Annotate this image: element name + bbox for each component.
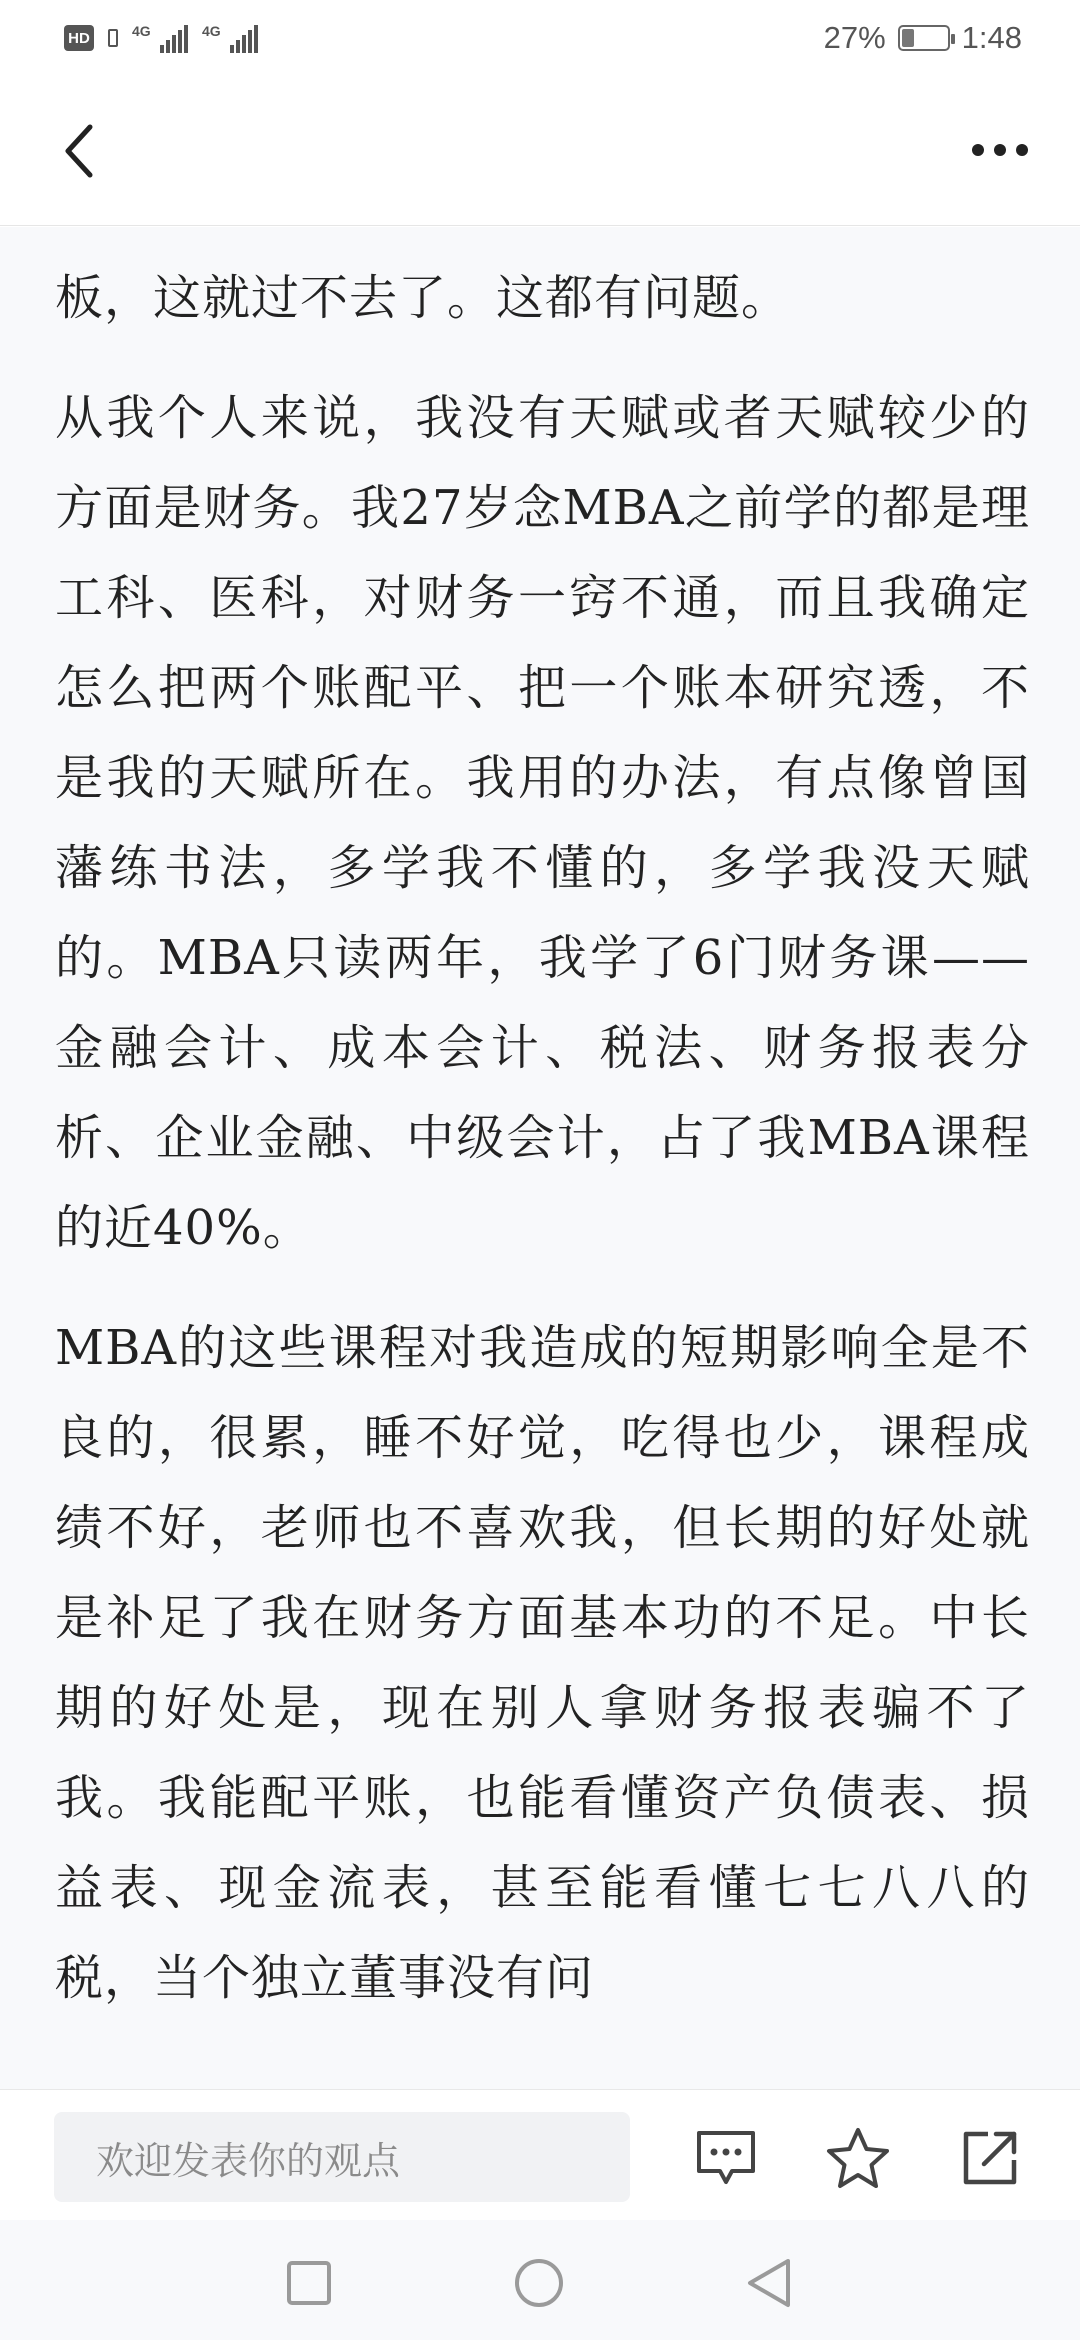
- status-right: [824, 18, 1022, 58]
- status-bar: [0, 0, 1080, 72]
- battery-icon: [898, 25, 950, 51]
- comment-bar: [0, 2089, 1080, 2220]
- home-button[interactable]: [504, 2248, 574, 2318]
- share-icon: [960, 2128, 1020, 2188]
- more-dot: [1016, 144, 1028, 156]
- favorite-button[interactable]: [818, 2118, 898, 2198]
- back-button[interactable]: [50, 116, 110, 186]
- article-paragraph-1: 板，这就过不去了。这都有问题。: [55, 270, 791, 326]
- recent-apps-icon: [285, 2259, 333, 2307]
- system-back-button[interactable]: [734, 2248, 804, 2318]
- sim-icon: [108, 29, 118, 47]
- home-icon: [512, 2256, 566, 2310]
- battery-fill: [902, 29, 914, 47]
- more-button[interactable]: [960, 122, 1040, 178]
- clock: 1:48: [961, 20, 1022, 55]
- article-paragraph-2: 从我个人来说，我没有天赋或者天赋较少的方面是财务。我27岁念MBA之前学的都是理工科、医科，对财务一窍不通，而且我确定怎么把两个账配平、把一个账本研究透，不是我的天赋所在。我用的办法，有点像曾国藩练书法，多学我不懂的，多学我没天赋的。MBA只读两年，我学了6门财务课——金融会计、成本会计、税法、财务报表分析、企业金融、中级会计，占了我MBA课程的近40%。: [55, 390, 1030, 1256]
- share-button[interactable]: [950, 2118, 1030, 2198]
- signal-icon-1: [132, 23, 188, 53]
- star-icon: [825, 2126, 891, 2190]
- network-type-2: 4G: [202, 23, 221, 39]
- more-horizontal-icon: [972, 144, 984, 156]
- power-saving-leaf-icon: ❦: [913, 30, 928, 47]
- battery-percent: 27%: [823, 20, 886, 55]
- network-type-1: 4G: [132, 23, 151, 39]
- status-left: [64, 18, 258, 58]
- more-dot: [994, 144, 1006, 156]
- chevron-left-icon: [60, 121, 100, 181]
- hd-badge: HD: [64, 25, 94, 51]
- comment-button[interactable]: [686, 2118, 766, 2198]
- signal-icon-2: [202, 23, 258, 53]
- comment-input[interactable]: 欢迎发表你的观点: [54, 2112, 630, 2202]
- article-paragraph-3: MBA的这些课程对我造成的短期影响全是不良的，很累，睡不好觉，吃得也少，课程成绩不好，老师也不喜欢我，但长期的好处就是补足了我在财务方面基本功的不足。中长期的好处是，现在别人拿财务报表骗不了我。我能配平账，也能看懂资产负债表、损益表、现金流表，甚至能看懂七七八八的税，当个独立董事没有问: [55, 1320, 1030, 2006]
- comment-icon: [694, 2128, 758, 2188]
- article-content[interactable]: [0, 227, 1080, 2089]
- system-nav-bar: [0, 2220, 1080, 2340]
- back-triangle-icon: [744, 2256, 794, 2310]
- top-nav: [0, 72, 1080, 226]
- recent-apps-button[interactable]: [274, 2248, 344, 2318]
- article-body: [55, 253, 1030, 2023]
